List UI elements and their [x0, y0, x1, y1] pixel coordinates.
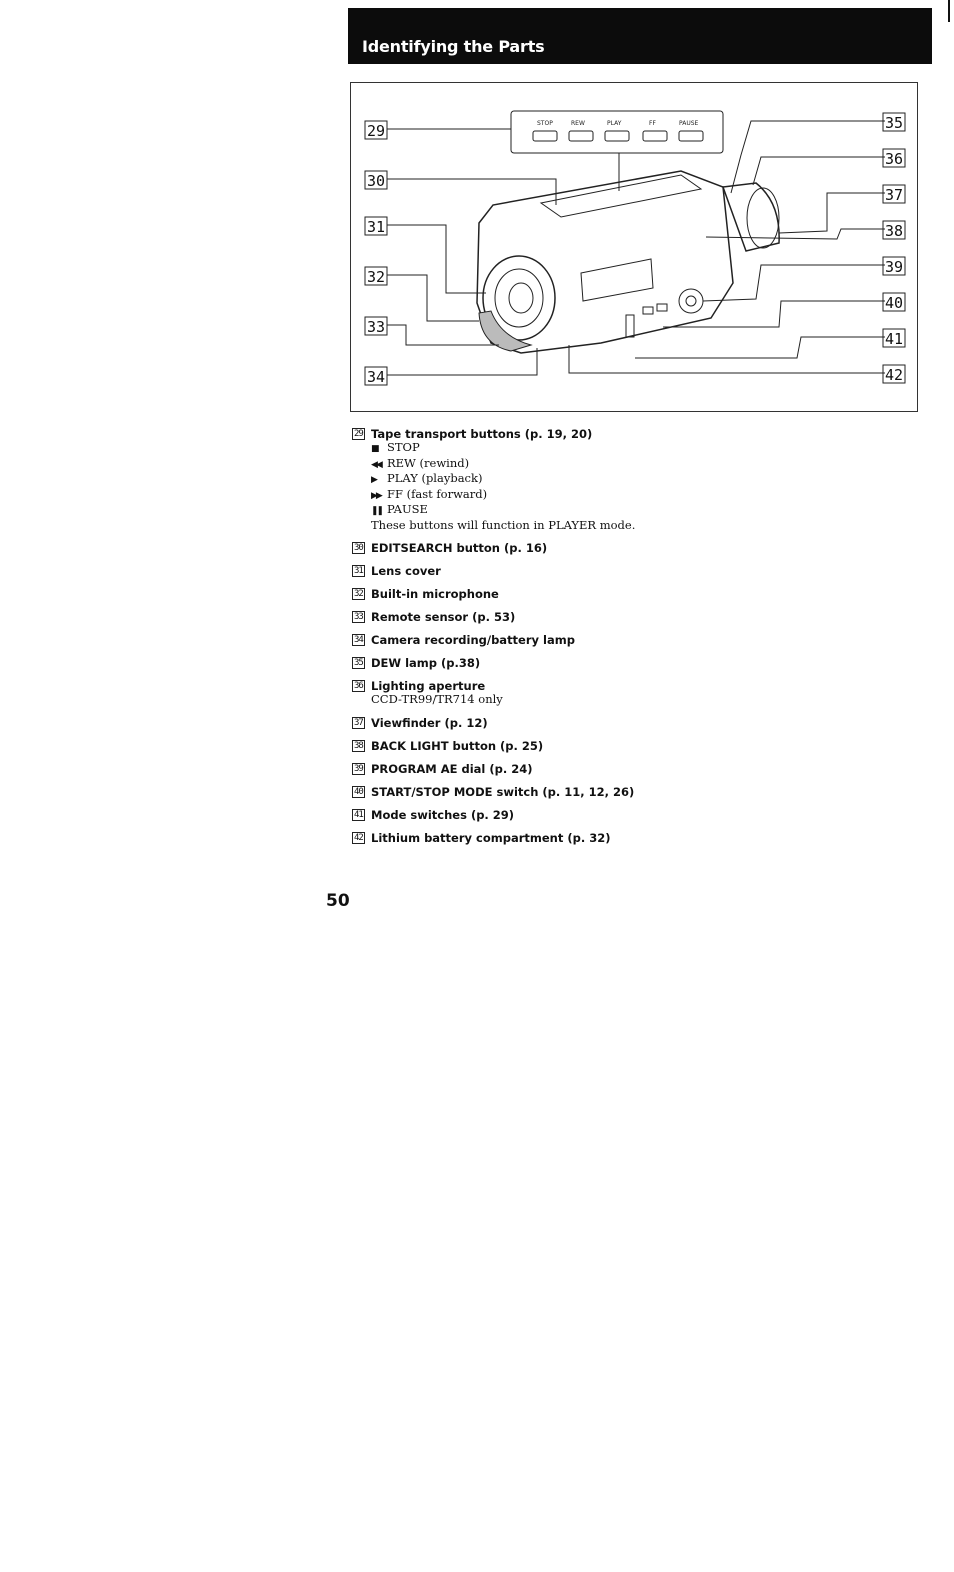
parts-list-item	[352, 633, 932, 647]
item-subline-text: CCD-TR99/TR714 only	[371, 692, 503, 706]
item-title: EDITSEARCH button (p. 16)	[371, 541, 548, 555]
item-number: 41	[354, 809, 363, 820]
parts-list-item	[352, 541, 932, 555]
item-number: 34	[354, 635, 363, 645]
item-title: Mode switches (p. 29)	[371, 807, 515, 822]
play-button-shape	[605, 131, 629, 141]
item-subline	[371, 519, 932, 533]
callout-39: 39	[885, 258, 904, 276]
item-number: 38	[354, 740, 363, 751]
parts-list-item	[352, 739, 932, 753]
parts-list-item	[352, 762, 932, 776]
lens-inner	[509, 283, 533, 313]
camcorder-illustration	[351, 83, 919, 413]
item-subline	[371, 472, 932, 488]
parts-list	[352, 427, 932, 854]
section-header	[348, 8, 932, 64]
item-title: DEW lamp (p.38)	[371, 656, 481, 670]
item-number: 30	[354, 543, 363, 553]
parts-list-item	[352, 716, 932, 730]
item-title: Lens cover	[371, 564, 441, 578]
transport-symbol-icon: ▶	[371, 475, 376, 485]
callout-41: 41	[885, 330, 904, 348]
parts-list-item	[352, 564, 932, 578]
page-number: 50	[326, 891, 350, 911]
parts-list-item	[352, 679, 932, 707]
lens-glass	[495, 269, 543, 327]
callout-32: 32	[367, 268, 386, 286]
item-number: 31	[354, 566, 363, 576]
item-number: 32	[354, 589, 363, 599]
item-subline-text: PAUSE	[387, 502, 428, 516]
item-subline-text: FF (fast forward)	[387, 486, 488, 501]
item-subline	[371, 441, 932, 457]
item-title: Lighting aperture	[371, 679, 486, 693]
panel-label-play: PLAY	[607, 120, 622, 127]
transport-symbol-icon: ❚❚	[371, 506, 383, 516]
item-number: 36	[354, 681, 363, 691]
eyecup	[747, 188, 779, 248]
item-subline	[371, 488, 932, 504]
page-edge-mark	[948, 0, 950, 22]
item-subline-text: REW (rewind)	[387, 455, 470, 470]
item-number: 35	[354, 658, 363, 668]
item-subline-text: STOP	[387, 440, 420, 454]
item-title: Camera recording/battery lamp	[371, 633, 575, 647]
switch-shape-a	[643, 307, 653, 314]
pause-button-shape	[679, 131, 703, 141]
callout-30: 30	[367, 172, 386, 190]
callout-34: 34	[367, 368, 386, 386]
callout-36: 36	[885, 150, 904, 168]
item-subline	[371, 693, 932, 707]
camcorder-diagram	[350, 82, 918, 412]
parts-list-item	[352, 427, 932, 532]
side-display	[581, 259, 653, 301]
item-number: 33	[354, 612, 363, 622]
item-number: 29	[354, 429, 363, 439]
viewfinder-shape	[723, 183, 779, 251]
switch-shape-b	[657, 304, 667, 311]
panel-label-ff: FF	[649, 120, 656, 127]
stop-button-shape	[533, 131, 557, 141]
parts-list-item	[352, 808, 932, 822]
camcorder-body	[477, 171, 733, 353]
item-title: Viewfinder (p. 12)	[371, 715, 488, 730]
parts-list-item	[352, 831, 932, 845]
item-subline	[371, 457, 932, 473]
callout-37: 37	[885, 186, 904, 204]
item-subline-text: PLAY (playback)	[387, 471, 483, 485]
item-subline-text: These buttons will function in PLAYER mode.	[371, 517, 636, 532]
item-title: Tape transport buttons (p. 19, 20)	[371, 427, 593, 441]
ff-button-shape	[643, 131, 667, 141]
panel-label-stop: STOP	[537, 120, 553, 127]
item-title: PROGRAM AE dial (p. 24)	[371, 761, 533, 776]
callout-29: 29	[367, 122, 386, 140]
parts-list-item	[352, 785, 932, 799]
mode-switch-shape	[626, 315, 634, 337]
item-number: 42	[354, 832, 363, 843]
parts-list-item	[352, 656, 932, 670]
callout-42: 42	[885, 366, 904, 384]
item-title: Lithium battery compartment (p. 32)	[371, 830, 611, 845]
program-ae-dial-center	[686, 296, 696, 306]
callout-38: 38	[885, 222, 904, 240]
section-title: Identifying the Parts	[362, 37, 545, 56]
callout-40: 40	[885, 294, 904, 312]
parts-list-item	[352, 610, 932, 624]
transport-symbol-icon: ■	[371, 444, 378, 454]
item-subline	[371, 503, 932, 519]
item-title: BACK LIGHT button (p. 25)	[371, 738, 544, 753]
parts-list-item	[352, 587, 932, 601]
item-title: Built-in microphone	[371, 587, 499, 601]
transport-symbol-icon: ◀◀	[371, 459, 381, 470]
transport-symbol-icon: ▶▶	[371, 490, 381, 501]
panel-labels	[537, 120, 699, 127]
panel-label-rew: REW	[571, 120, 585, 127]
callout-35: 35	[885, 114, 904, 132]
transport-panel	[511, 111, 723, 153]
program-ae-dial-shape	[679, 289, 703, 313]
item-number: 37	[354, 717, 363, 728]
panel-label-pause: PAUSE	[679, 120, 699, 127]
callout-33: 33	[367, 318, 386, 336]
item-title: START/STOP MODE switch (p. 11, 12, 26)	[371, 784, 635, 799]
rew-button-shape	[569, 131, 593, 141]
item-number: 40	[354, 786, 363, 797]
callout-31: 31	[367, 218, 386, 236]
item-title: Remote sensor (p. 53)	[371, 610, 516, 624]
item-number: 39	[354, 763, 363, 774]
